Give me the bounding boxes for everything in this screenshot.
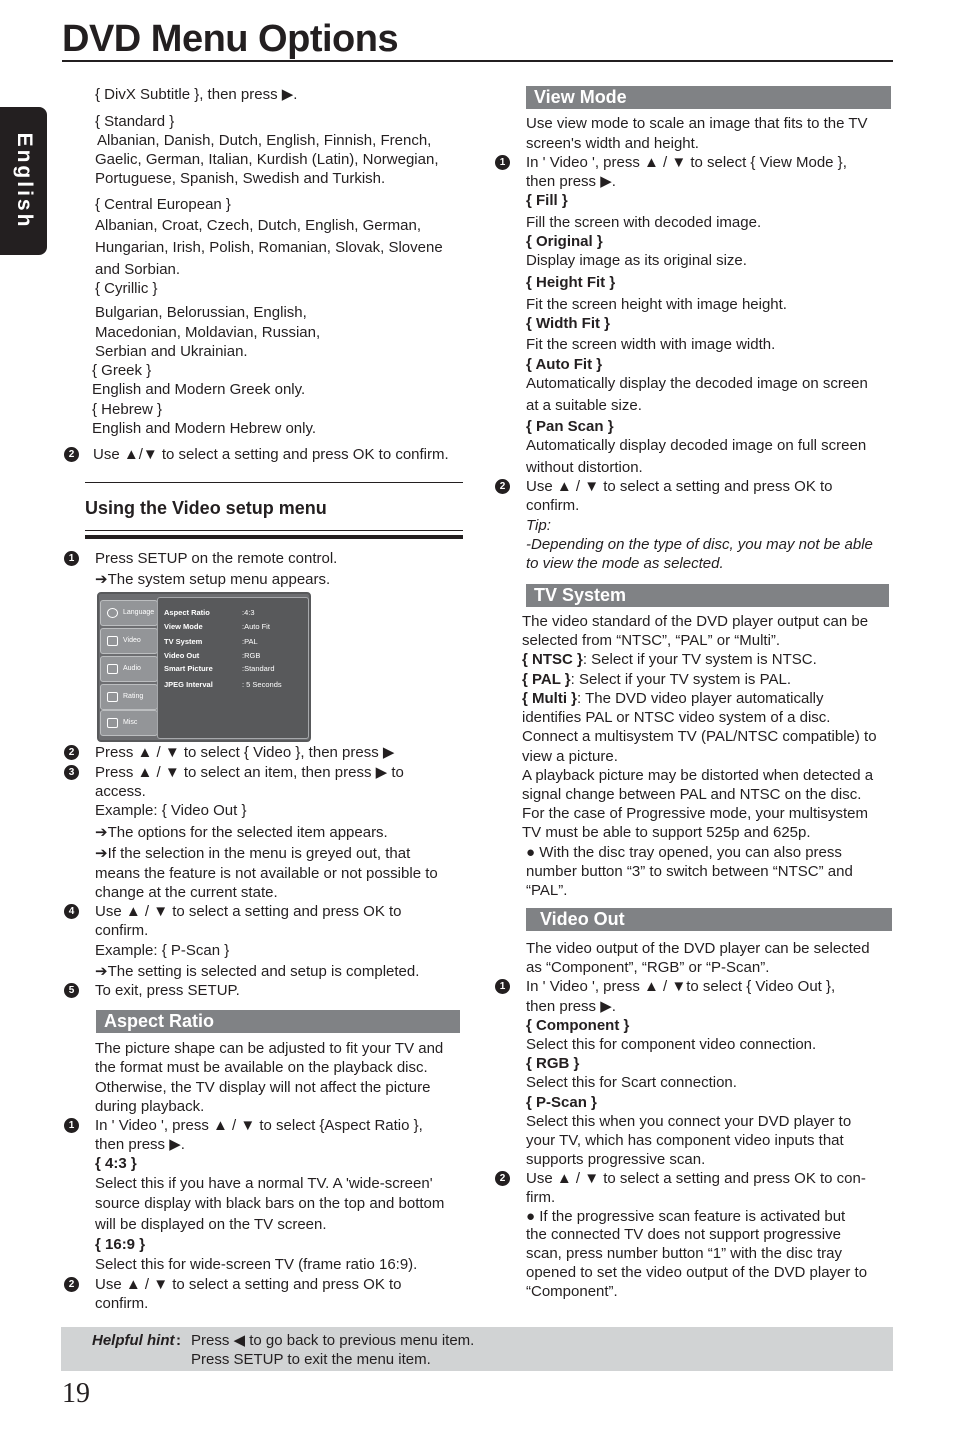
vout-bullet: the connected TV does not support progressive — [526, 1226, 841, 1243]
video-step-3: access. — [95, 783, 146, 800]
step-number: 2 — [495, 1171, 510, 1186]
menu-panel — [157, 597, 309, 739]
vout-step-1: In ' Video ', press ▲ / ▼to select { Video Out }, — [526, 978, 836, 995]
video-step-1: Press SETUP on the remote control. — [95, 550, 338, 567]
menu-side-item: Audio — [100, 656, 158, 682]
height-fit-desc: Fit the screen height with image height. — [526, 296, 787, 313]
step-number: 5 — [64, 983, 79, 998]
view-step-1: In ' Video ', press ▲ / ▼ to select { View Mode }, — [526, 154, 847, 171]
view-intro: Use view mode to scale an image that fits to the TV — [526, 115, 868, 132]
page-number: 19 — [62, 1378, 90, 1409]
menu-row-value: :Auto Fit — [242, 622, 270, 631]
pan-scan-desc: Automatically display decoded image on full screen — [526, 437, 867, 454]
fill-desc: Fill the screen with decoded image. — [526, 214, 762, 231]
menu-row-value: :PAL — [242, 637, 258, 646]
aspect-intro: the format must be available on the playback disc. — [95, 1059, 428, 1076]
pal-option: { PAL }: Select if your TV system is PAL. — [522, 671, 791, 688]
section-rule — [85, 535, 463, 539]
hebrew-line: English and Modern Hebrew only. — [92, 420, 317, 437]
auto-fit-desc: at a suitable size. — [526, 397, 642, 414]
standard-line: Gaelic, German, Italian, Kurdish (Latin), Norwegian, — [95, 151, 439, 168]
video-step-3: Press ▲ / ▼ to select an item, then press ▶ to — [95, 764, 404, 781]
step-number: 2 — [64, 745, 79, 760]
tv-desc: signal change between PAL and NTSC on the disc. — [522, 786, 862, 803]
cyrillic-line: Serbian and Ukrainian. — [95, 343, 248, 360]
menu-row-label: Smart Picture — [164, 664, 213, 673]
menu-row-label: JPEG Interval — [164, 680, 213, 689]
pan-scan-desc: without distortion. — [526, 459, 643, 476]
view-intro: screen's width and height. — [526, 135, 699, 152]
lock-icon — [107, 692, 118, 702]
video-step-3-result: ➔The options for the selected item appears. — [95, 824, 388, 841]
step-number: 1 — [495, 155, 510, 170]
vout-bullet: scan, press number button “1” with the disc tray — [526, 1245, 842, 1262]
component-label: { Component } — [526, 1017, 630, 1034]
vout-bullet: ● If the progressive scan feature is activated but — [526, 1208, 846, 1225]
aspect-step-1: In ' Video ', press ▲ / ▼ to select {Aspect Ratio }, — [95, 1117, 423, 1134]
pscan-desc: Select this when you connect your DVD player to — [526, 1113, 852, 1130]
step-number: 2 — [64, 447, 79, 462]
standard-line: Portuguese, Spanish, Swedish and Turkish. — [95, 170, 386, 187]
rgb-label: { RGB } — [526, 1055, 580, 1072]
greek-label: { Greek } — [92, 362, 152, 379]
auto-fit-desc: Automatically display the decoded image on screen — [526, 375, 868, 392]
language-side-tab — [0, 107, 47, 255]
aspect-intro: Otherwise, the TV display will not affect the picture — [95, 1079, 431, 1096]
menu-row-label: TV System — [164, 637, 203, 646]
video-out-heading: Video Out — [526, 908, 892, 931]
video-step-1-result: ➔The system setup menu appears. — [95, 571, 331, 588]
pscan-label: { P-Scan } — [526, 1094, 597, 1111]
vout-intro: The video output of the DVD player can be selected — [526, 940, 870, 957]
original-label: { Original } — [526, 233, 603, 250]
video-step-3-result: means the feature is not available or not possible to — [95, 865, 438, 882]
aspect-intro: during playback. — [95, 1098, 205, 1115]
tv-system-heading: TV System — [526, 584, 889, 607]
tv-bullet: “PAL”. — [526, 882, 568, 899]
hebrew-label: { Hebrew } — [92, 401, 163, 418]
view-step-2: Use ▲ / ▼ to select a setting and press OK to — [526, 478, 833, 495]
video-step-4: Use ▲ / ▼ to select a setting and press OK to — [95, 903, 402, 920]
menu-side-item: Misc — [100, 710, 158, 736]
step-number: 1 — [64, 551, 79, 566]
title-rule — [62, 60, 893, 62]
vout-step-2: Use ▲ / ▼ to select a setting and press OK to con- — [526, 1170, 866, 1187]
setup-menu-screenshot — [97, 592, 311, 742]
aspect-ratio-heading: Aspect Ratio — [96, 1010, 460, 1033]
width-fit-label: { Width Fit } — [526, 315, 611, 332]
height-fit-label: { Height Fit } — [526, 274, 616, 291]
option-4-3-desc: will be displayed on the TV screen. — [95, 1216, 327, 1233]
greek-line: English and Modern Greek only. — [92, 381, 306, 398]
menu-row-label: Aspect Ratio — [164, 608, 210, 617]
pscan-desc: supports progressive scan. — [526, 1151, 706, 1168]
vout-step-2: firm. — [526, 1189, 556, 1206]
divx-step-2: Use ▲/▼ to select a setting and press OK to confirm. — [93, 446, 449, 463]
tv-bullet: ● With the disc tray opened, you can also press — [526, 844, 842, 861]
menu-row-value: : 5 Seconds — [242, 680, 282, 689]
step-number: 1 — [495, 979, 510, 994]
monitor-icon — [107, 636, 118, 646]
step-number: 1 — [64, 1118, 79, 1133]
side-tab-label: English — [12, 132, 36, 230]
vout-bullet: opened to set the video output of the DVD player to — [526, 1264, 868, 1281]
standard-label: { Standard } — [95, 113, 175, 130]
menu-row-label: Video Out — [164, 651, 200, 660]
tv-bullet: number button “3” to switch between “NTSC” and — [526, 863, 853, 880]
vout-step-1: then press ▶. — [526, 998, 616, 1015]
tv-intro: The video standard of the DVD player output can be — [522, 613, 869, 630]
pscan-desc: your TV, which has component video inputs that — [526, 1132, 844, 1149]
video-step-3-result: ➔If the selection in the menu is greyed out, that — [95, 845, 411, 862]
section-rule — [85, 482, 463, 483]
aspect-intro: The picture shape can be adjusted to fit your TV and — [95, 1040, 444, 1057]
video-step-3-example: Example: { Video Out } — [95, 802, 247, 819]
video-step-4-result: ➔The setting is selected and setup is completed. — [95, 963, 420, 980]
cyrillic-line: Macedonian, Moldavian, Russian, — [95, 324, 321, 341]
menu-side-item: Language — [100, 600, 158, 626]
view-step-2: confirm. — [526, 497, 580, 514]
tv-desc: identifies PAL or NTSC video system of a disc. — [522, 709, 831, 726]
menu-row-value: :Standard — [242, 664, 275, 673]
aspect-step-2: Use ▲ / ▼ to select a setting and press OK to — [95, 1276, 402, 1293]
video-step-2: Press ▲ / ▼ to select { Video }, then press ▶ — [95, 744, 395, 761]
rgb-desc: Select this for Scart connection. — [526, 1074, 737, 1091]
tv-desc: A playback picture may be distorted when detected a — [522, 767, 874, 784]
video-step-4-example: Example: { P-Scan } — [95, 942, 230, 959]
option-4-3-desc: source display with black bars on the top and bottom — [95, 1195, 445, 1212]
view-step-1: then press ▶. — [526, 173, 616, 190]
divx-intro: { DivX Subtitle }, then press ▶. — [95, 86, 298, 103]
hint-line: Press ◀ to go back to previous menu item. — [191, 1332, 475, 1349]
option-16-9-desc: Select this for wide-screen TV (frame ratio 16:9). — [95, 1256, 418, 1273]
vout-intro: as “Component”, “RGB” or “P-Scan”. — [526, 959, 770, 976]
pan-scan-label: { Pan Scan } — [526, 418, 614, 435]
option-16-9-label: { 16:9 } — [95, 1236, 146, 1253]
tv-intro: selected from “NTSC”, “PAL” or “Multi”. — [522, 632, 781, 649]
tip-text: -Depending on the type of disc, you may not be able — [526, 536, 873, 553]
aspect-step-1: then press ▶. — [95, 1136, 185, 1153]
menu-side-item: Video — [100, 628, 158, 654]
helpful-hint-box — [61, 1327, 893, 1371]
video-step-5: To exit, press SETUP. — [95, 982, 240, 999]
fill-label: { Fill } — [526, 192, 568, 209]
tip-text: to view the mode as selected. — [526, 555, 724, 572]
central-label: { Central European } — [95, 196, 231, 213]
step-number: 3 — [64, 765, 79, 780]
menu-row-value: :4:3 — [242, 608, 255, 617]
vout-bullet: “Component”. — [526, 1283, 618, 1300]
step-number: 2 — [64, 1277, 79, 1292]
tip-label: Tip: — [526, 517, 551, 534]
cyrillic-label: { Cyrillic } — [95, 280, 158, 297]
multi-option: { Multi }: The DVD video player automatically — [522, 690, 824, 707]
central-line: Hungarian, Irish, Polish, Romanian, Slovak, Slovene — [95, 239, 443, 256]
auto-fit-label: { Auto Fit } — [526, 356, 603, 373]
hint-label: Helpful hint — [92, 1332, 175, 1349]
hint-colon: : — [176, 1332, 181, 1349]
document-icon — [107, 718, 118, 728]
component-desc: Select this for component video connection. — [526, 1036, 817, 1053]
cyrillic-line: Bulgarian, Belorussian, English, — [95, 304, 307, 321]
tv-desc: TV must be able to support 525p and 625p. — [522, 824, 811, 841]
menu-row-label: View Mode — [164, 622, 203, 631]
menu-row-value: :RGB — [242, 651, 261, 660]
width-fit-desc: Fit the screen width with image width. — [526, 336, 776, 353]
hint-line: Press SETUP to exit the menu item. — [191, 1351, 431, 1368]
section-rule — [85, 530, 463, 531]
video-step-3-result: change at the current state. — [95, 884, 278, 901]
central-line: and Sorbian. — [95, 261, 181, 278]
tv-desc: Connect a multisystem TV (PAL/NTSC compatible) to — [522, 728, 877, 745]
video-setup-heading: Using the Video setup menu — [85, 498, 327, 518]
aspect-step-2: confirm. — [95, 1295, 149, 1312]
tv-desc: For the case of Progressive mode, your multisystem — [522, 805, 868, 822]
page-title: DVD Menu Options — [62, 18, 399, 60]
globe-icon — [107, 608, 118, 618]
ntsc-option: { NTSC }: Select if your TV system is NTSC. — [522, 651, 817, 668]
standard-line: Albanian, Danish, Dutch, English, Finnish, French, — [97, 132, 432, 149]
step-number: 2 — [495, 479, 510, 494]
option-4-3-desc: Select this if you have a normal TV. A 'wide-screen' — [95, 1175, 433, 1192]
speaker-icon — [107, 664, 118, 674]
original-desc: Display image as its original size. — [526, 252, 747, 269]
menu-side-item: Rating — [100, 684, 158, 710]
step-number: 4 — [64, 904, 79, 919]
central-line: Albanian, Croat, Czech, Dutch, English, German, — [95, 217, 421, 234]
tv-desc: view a picture. — [522, 748, 618, 765]
view-mode-heading: View Mode — [526, 86, 891, 109]
video-step-4: confirm. — [95, 922, 149, 939]
option-4-3-label: { 4:3 } — [95, 1155, 137, 1172]
